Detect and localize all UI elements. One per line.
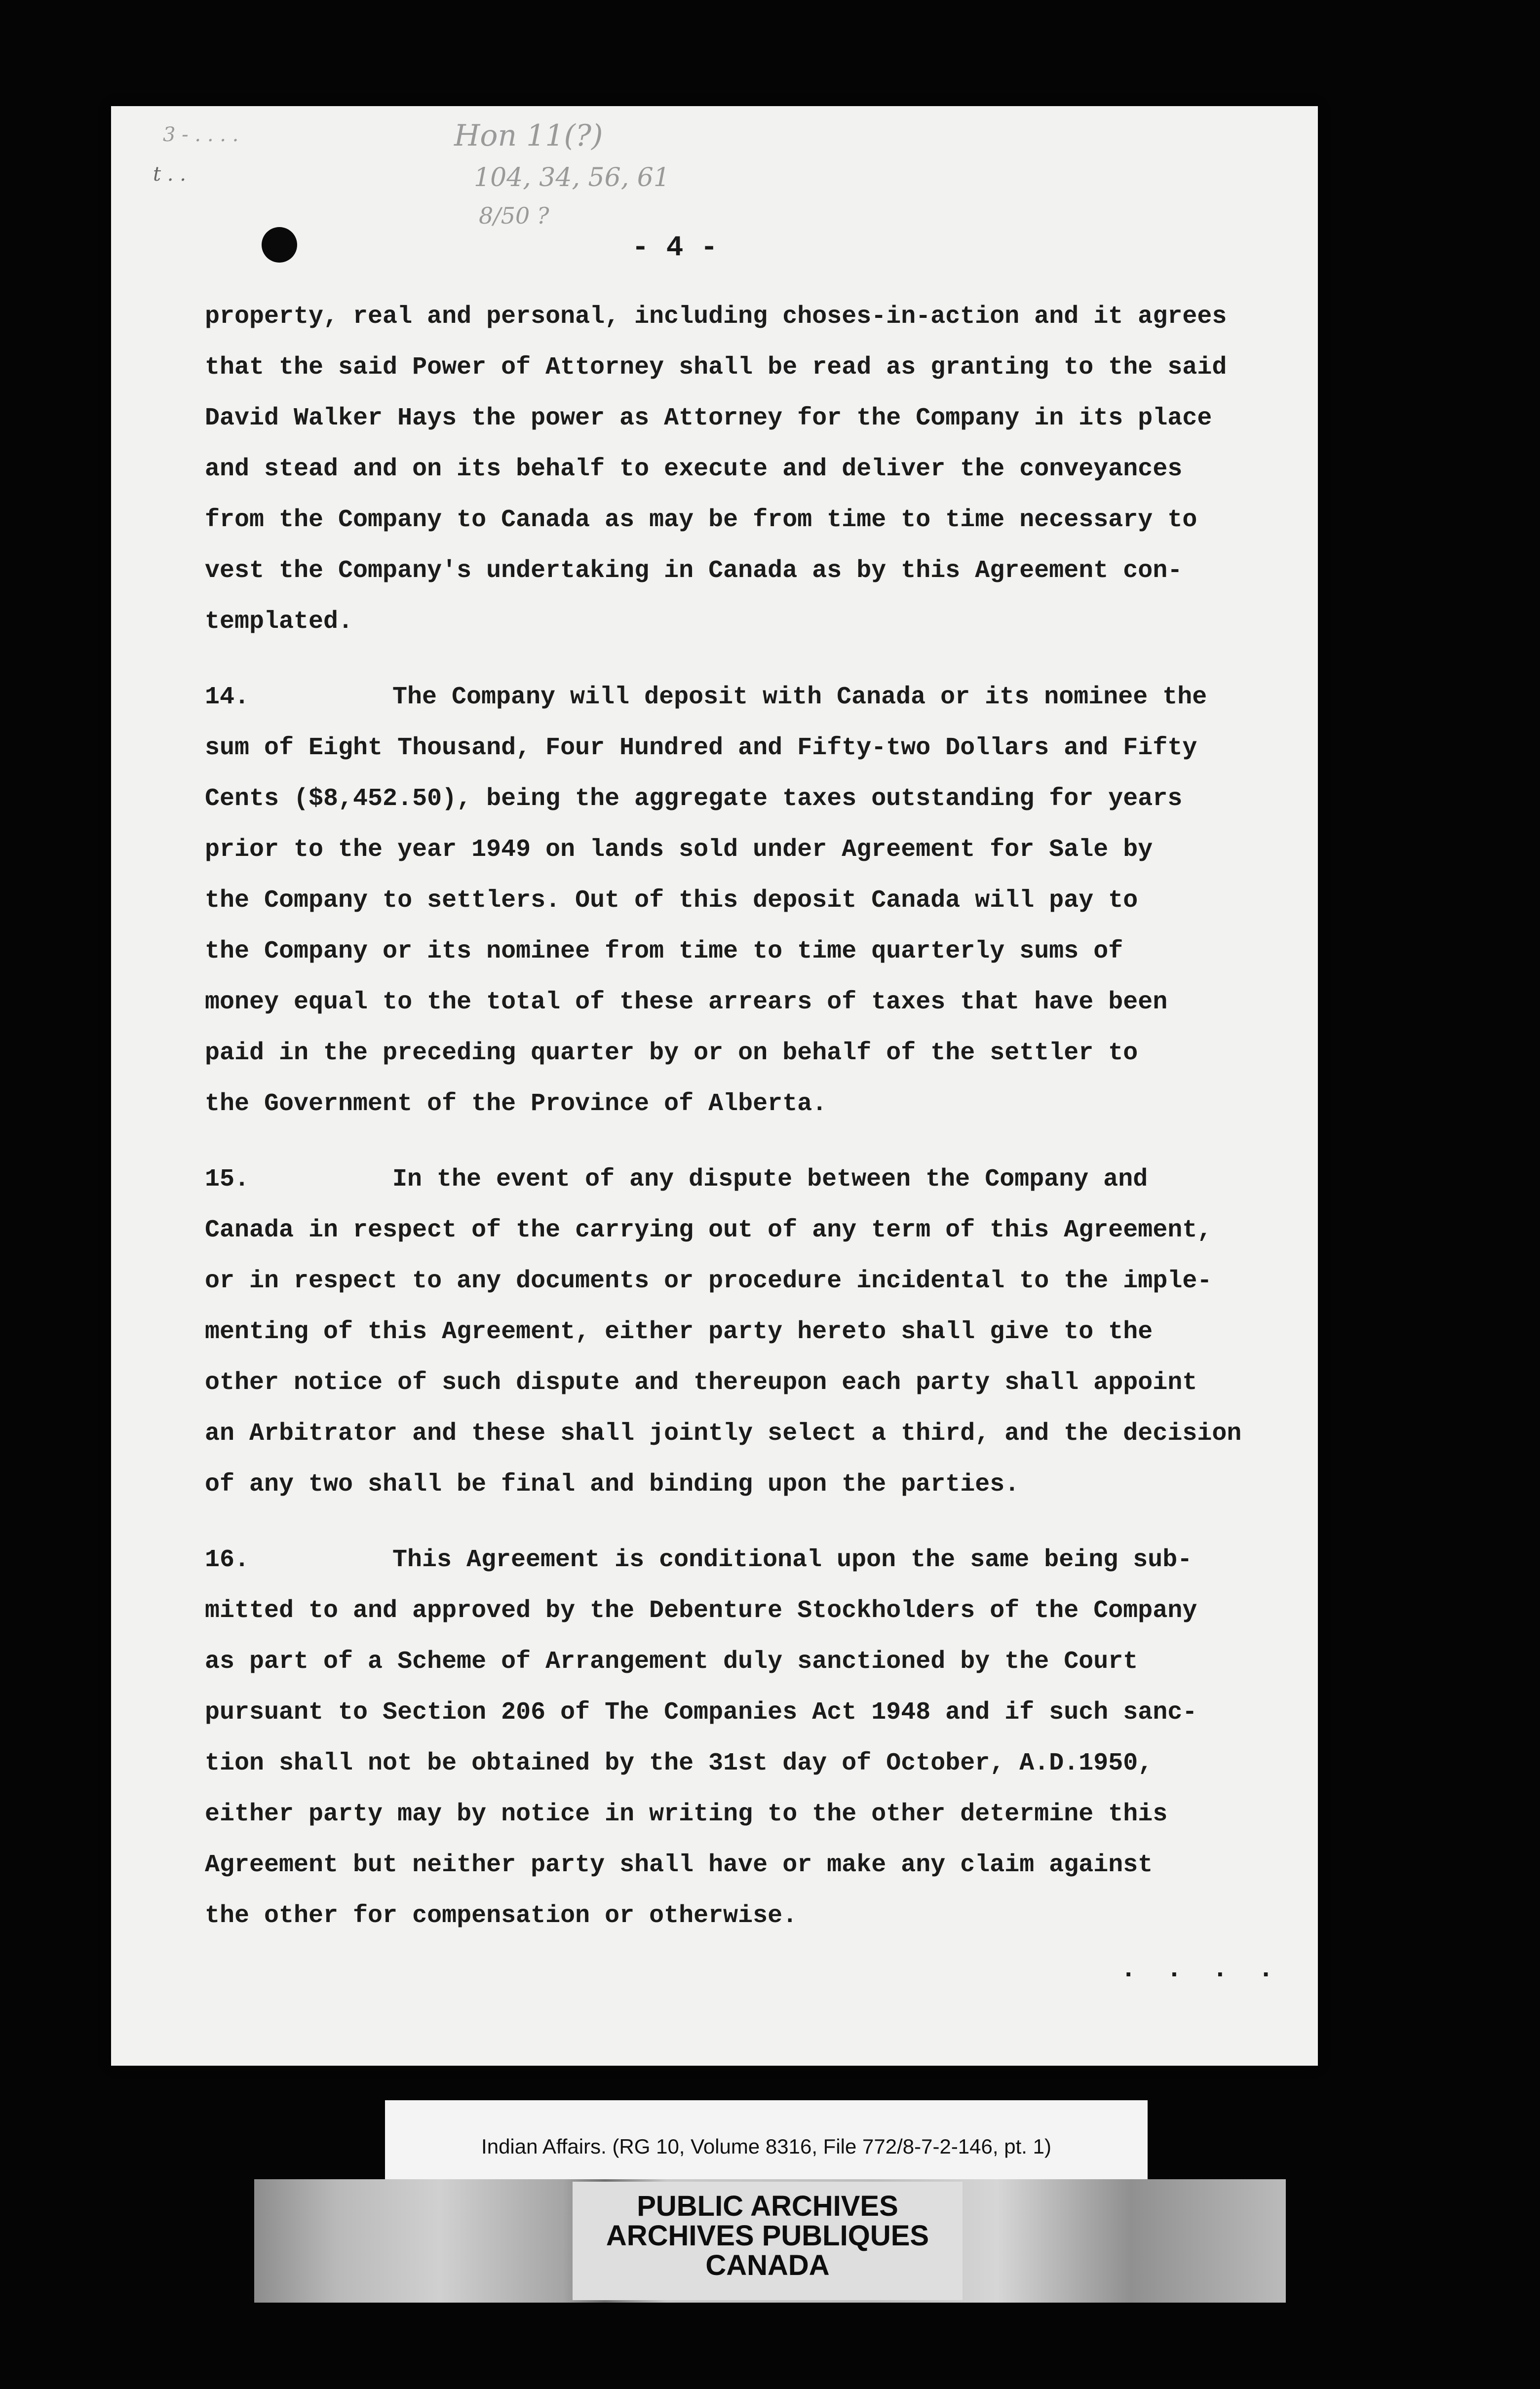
text-line: that the said Power of Attorney shall be read as granting to the said <box>205 353 1227 382</box>
handwritten-note: t . . <box>153 163 186 186</box>
text-line: as part of a Scheme of Arrangement duly sanctioned by the Court <box>205 1648 1138 1676</box>
continuation-dots: . . . . <box>1120 1955 1281 1985</box>
stamp-line: CANADA <box>705 2249 830 2281</box>
text-line: and stead and on its behalf to execute and deliver the conveyances <box>205 455 1183 483</box>
text-line: tion shall not be obtained by the 31st day of October, A.D.1950, <box>205 1749 1153 1777</box>
text-line: the other for compensation or otherwise. <box>205 1902 798 1930</box>
text-line: sum of Eight Thousand, Four Hundred and Fifty-two Dollars and Fifty <box>205 734 1197 762</box>
text-line: templated. <box>205 608 353 636</box>
handwritten-note: Hon 11(?) <box>454 118 603 153</box>
text-line: David Walker Hays the power as Attorney for the Company in its place <box>205 404 1212 432</box>
text-line: the Government of the Province of Alberta. <box>205 1090 827 1118</box>
text-line: prior to the year 1949 on lands sold under Agreement for Sale by <box>205 836 1153 864</box>
paragraph-gap <box>205 1129 1330 1154</box>
text-line: menting of this Agreement, either party hereto shall give to the <box>205 1318 1153 1346</box>
document-body <box>205 291 1330 1941</box>
paragraph-16-line <box>205 1535 1330 1585</box>
handwritten-note: 104, 34, 56, 61 <box>474 163 670 193</box>
page-number: - 4 - <box>632 232 718 264</box>
paragraph-number: 14. <box>205 683 250 711</box>
text-line: vest the Company's undertaking in Canada as by this Agreement con- <box>205 557 1183 585</box>
text-line: mitted to and approved by the Debenture Stockholders of the Company <box>205 1597 1197 1625</box>
text-line: paid in the preceding quarter by or on behalf of the settler to <box>205 1039 1138 1067</box>
text-line: The Company will deposit with Canada or its nominee the <box>392 683 1207 711</box>
text-line: Canada in respect of the carrying out of any term of this Agreement, <box>205 1216 1212 1244</box>
text-line: This Agreement is conditional upon the same being sub- <box>392 1546 1193 1574</box>
paragraph-number: 16. <box>205 1546 250 1574</box>
paragraph-15-line <box>205 1154 1330 1205</box>
handwritten-note: 3 - . . . . <box>163 123 239 146</box>
archive-stamp <box>573 2182 962 2300</box>
text-line: an Arbitrator and these shall jointly select a third, and the decision <box>205 1420 1242 1448</box>
text-line: other notice of such dispute and thereupon each party shall appoint <box>205 1369 1197 1397</box>
text-line: the Company to settlers. Out of this deposit Canada will pay to <box>205 886 1138 915</box>
paragraph-14-line <box>205 672 1330 723</box>
text-line: property, real and personal, including choses-in-action and it agrees <box>205 303 1227 331</box>
text-line: pursuant to Section 206 of The Companies Act 1948 and if such sanc- <box>205 1698 1197 1727</box>
text-line: from the Company to Canada as may be from time to time necessary to <box>205 506 1197 534</box>
text-line: money equal to the total of these arrears of taxes that have been <box>205 988 1168 1016</box>
text-line: of any two shall be final and binding upon the parties. <box>205 1470 1020 1499</box>
text-line: either party may by notice in writing to the other determine this <box>205 1800 1168 1828</box>
paragraph-number: 15. <box>205 1165 250 1194</box>
archive-citation-card <box>385 2100 1148 2189</box>
handwritten-note: 8/50 ? <box>479 202 549 229</box>
paragraph-gap <box>205 647 1330 672</box>
punch-hole <box>262 227 297 263</box>
text-line: Cents ($8,452.50), being the aggregate taxes outstanding for years <box>205 785 1183 813</box>
stamp-line: PUBLIC ARCHIVES <box>637 2190 898 2222</box>
paragraph-gap <box>205 1510 1330 1535</box>
text-line: Agreement but neither party shall have or make any claim against <box>205 1851 1153 1879</box>
text-line: the Company or its nominee from time to time quarterly sums of <box>205 937 1123 965</box>
stamp-line: ARCHIVES PUBLIQUES <box>606 2220 929 2252</box>
text-line: In the event of any dispute between the Company and <box>392 1165 1148 1194</box>
archive-citation: Indian Affairs. (RG 10, Volume 8316, File 772/8-7-2-146, pt. 1) <box>481 2135 1051 2158</box>
text-line: or in respect to any documents or procedure incidental to the imple- <box>205 1267 1212 1295</box>
